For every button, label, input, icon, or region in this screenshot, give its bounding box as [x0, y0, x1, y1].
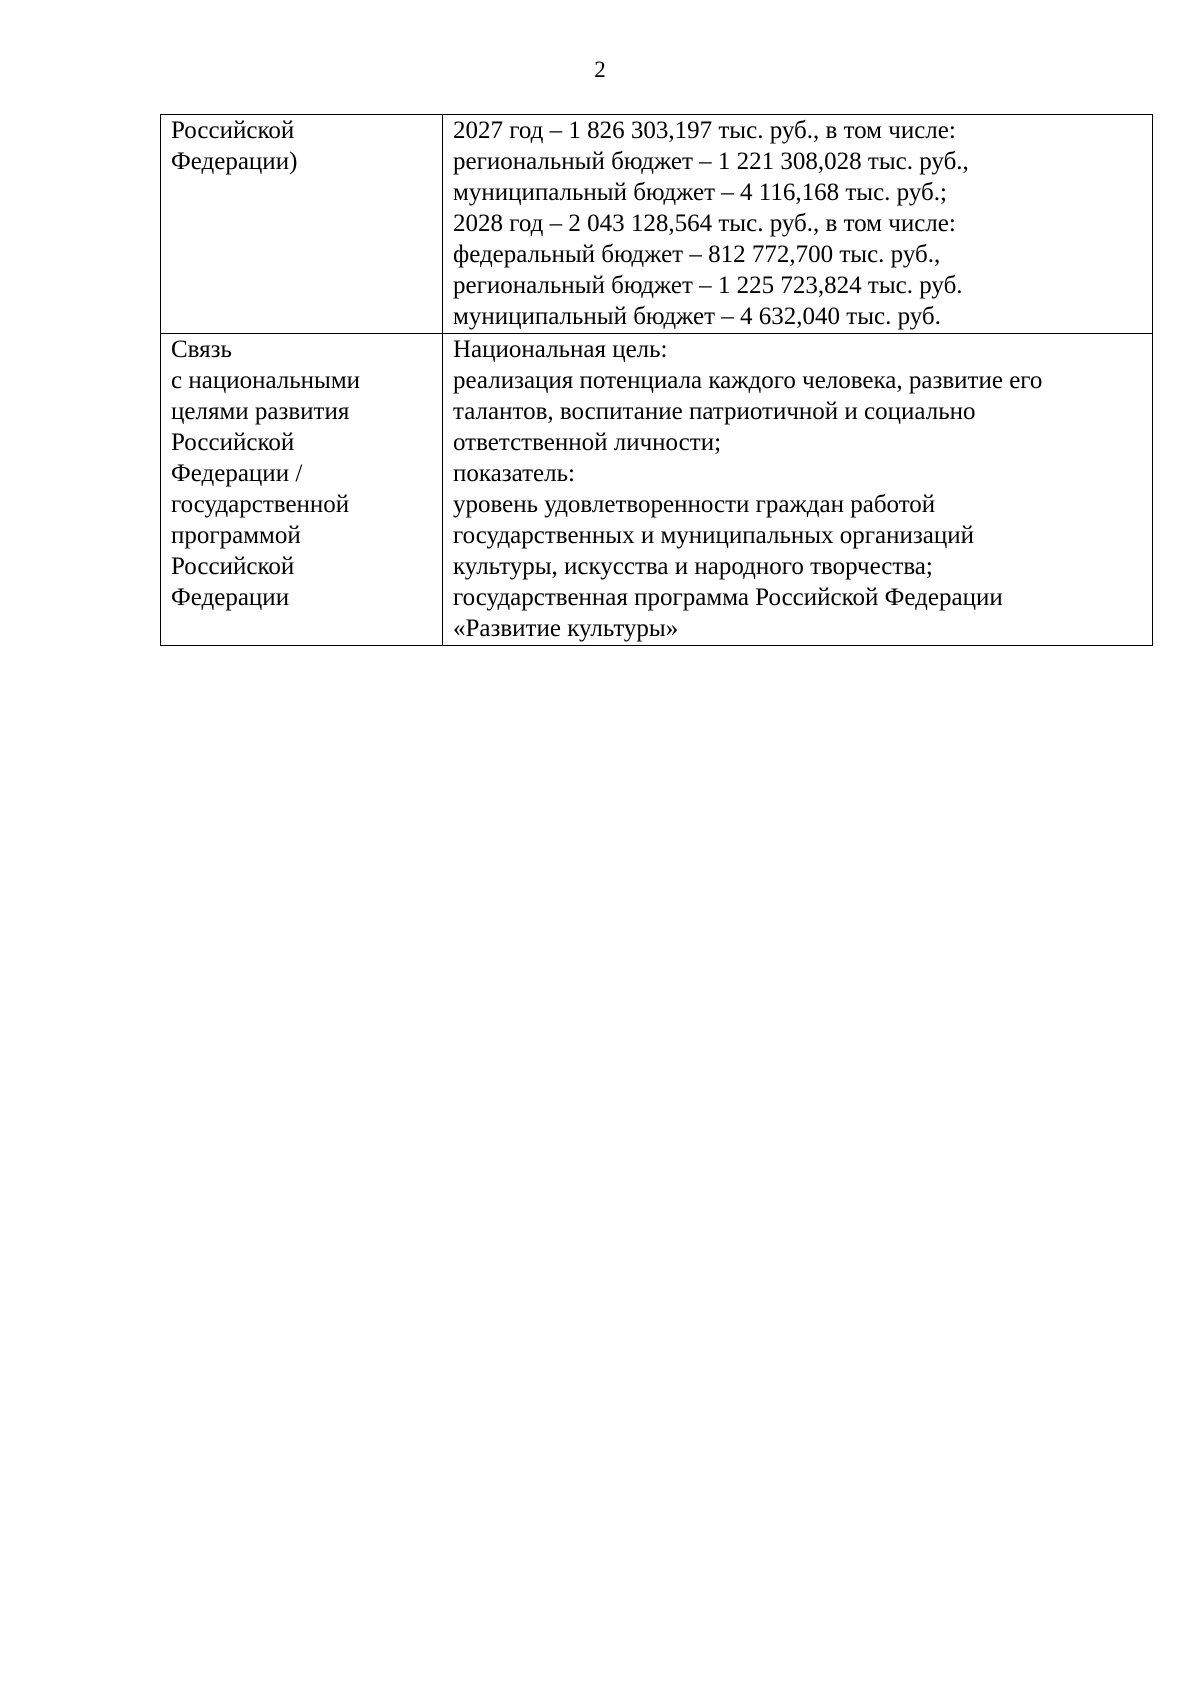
value-line: Национальная цель: — [453, 336, 668, 363]
label-line: с национальными — [171, 367, 361, 394]
label-line: Российской — [171, 553, 295, 580]
value-line: талантов, воспитание патриотичной и социально — [453, 398, 976, 425]
value-line: региональный бюджет – 1 225 723,824 тыс. руб. — [453, 272, 963, 299]
value-line: «Развитие культуры» — [453, 615, 679, 642]
value-line: 2027 год – 1 826 303,197 тыс. руб., в том числе: — [453, 117, 956, 144]
value-line: культуры, искусства и народного творчества; — [453, 553, 933, 580]
table-row-national-goals — [161, 334, 1153, 646]
label-line: целями развития — [171, 398, 350, 425]
label-line: Федерации) — [171, 148, 298, 175]
label-line: государственной — [171, 491, 350, 518]
value-line: ответственной личности; — [453, 429, 722, 456]
value-line: реализация потенциала каждого человека, развитие его — [453, 367, 1043, 394]
value-line: федеральный бюджет – 812 772,700 тыс. руб., — [453, 241, 941, 268]
table-row-financing — [161, 115, 1153, 334]
passport-table — [160, 114, 1153, 646]
page-number: 2 — [594, 57, 606, 82]
label-line: Российской — [171, 117, 295, 144]
value-line: муниципальный бюджет – 4 632,040 тыс. руб. — [453, 303, 941, 330]
value-line: государственных и муниципальных организаций — [453, 522, 975, 549]
value-line: показатель: — [453, 460, 575, 487]
label-line: Связь — [171, 336, 232, 363]
value-line: уровень удовлетворенности граждан работой — [453, 491, 936, 518]
value-line: региональный бюджет – 1 221 308,028 тыс. руб., — [453, 148, 969, 175]
row-value-cell — [443, 334, 1153, 646]
label-line: Федерации / — [171, 460, 303, 487]
label-line: Российской — [171, 429, 295, 456]
row-label-cell — [161, 334, 443, 646]
value-line: 2028 год – 2 043 128,564 тыс. руб., в том числе: — [453, 210, 956, 237]
value-line: государственная программа Российской Федерации — [453, 584, 1003, 611]
row-value-cell — [443, 115, 1153, 334]
row-label-cell — [161, 115, 443, 334]
value-line: муниципальный бюджет – 4 116,168 тыс. руб.; — [453, 179, 947, 206]
label-line: Федерации — [171, 584, 290, 611]
label-line: программой — [171, 522, 301, 549]
